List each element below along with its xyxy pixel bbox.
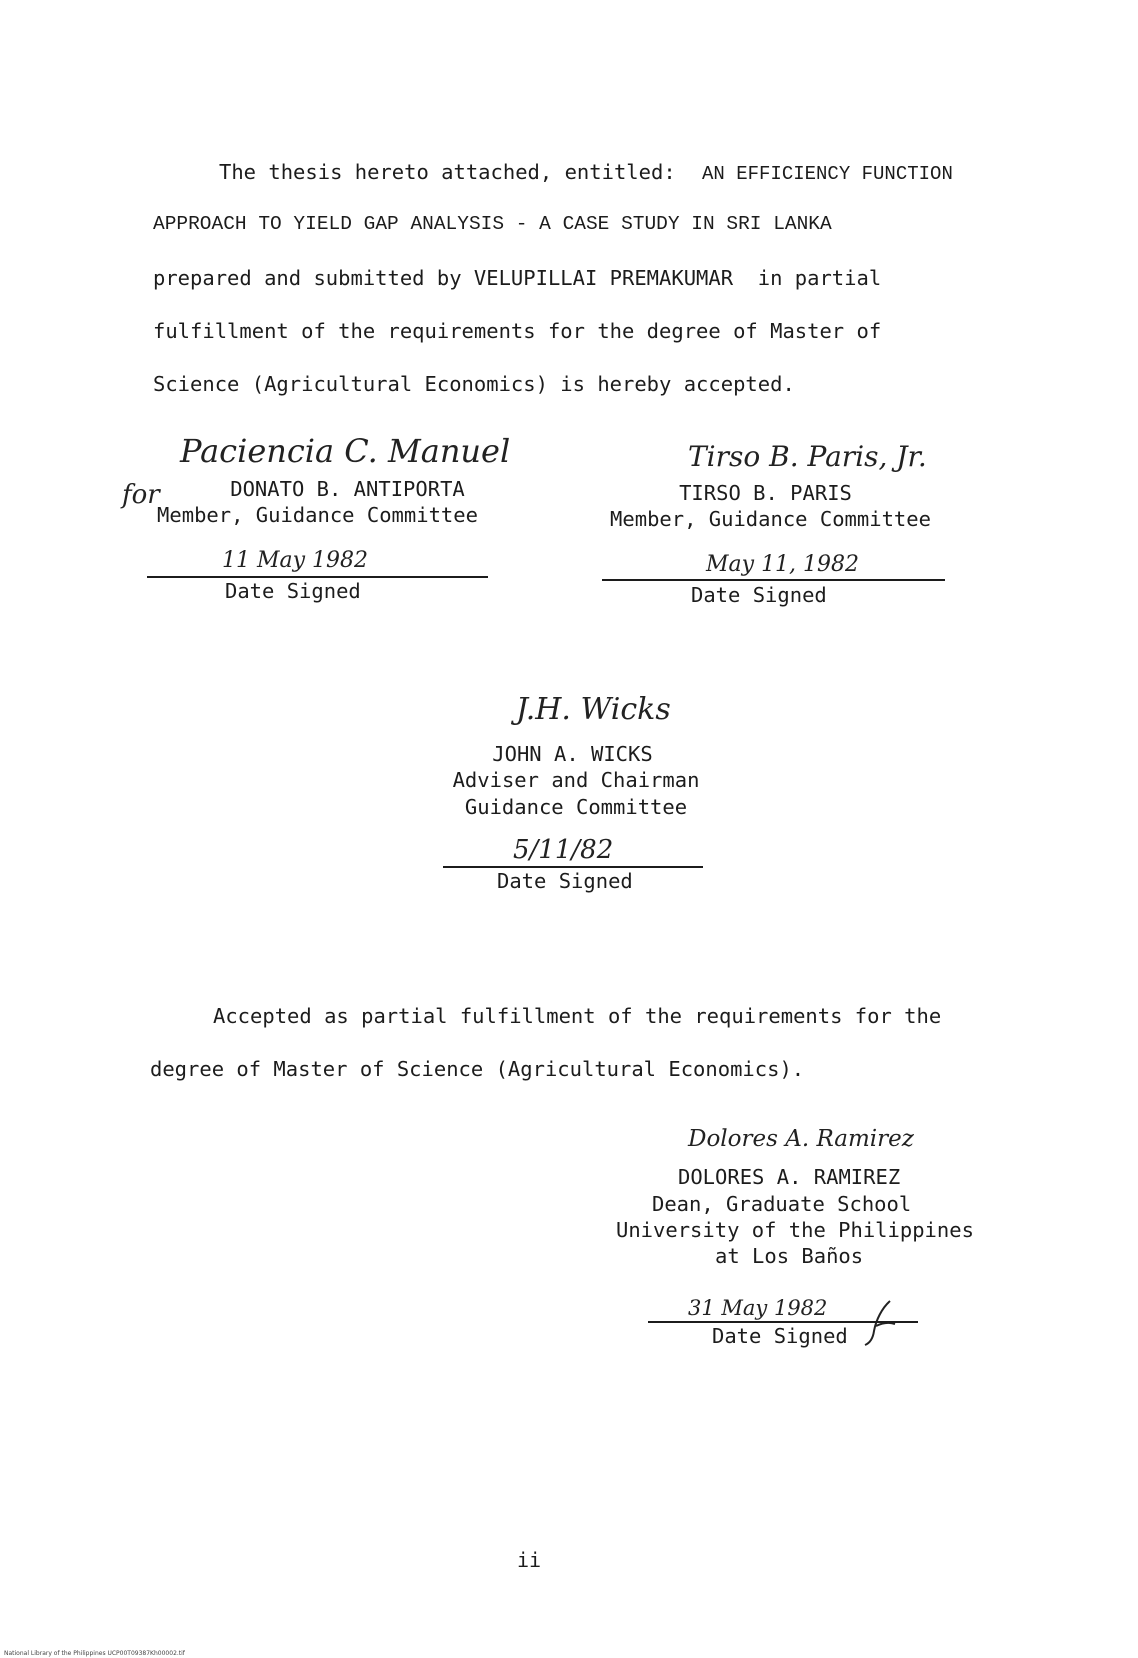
dean-initial-scribble <box>862 1298 898 1348</box>
archive-footer-note: National Library of the Philippines UCP00T09387Kh00002.tif <box>4 1650 185 1657</box>
dean-date-rule <box>648 1321 918 1323</box>
member-left-date-value: 11 May 1982 <box>222 548 369 573</box>
member-left-date-label: Date Signed <box>225 579 361 603</box>
member-right-date-rule <box>602 579 945 581</box>
dean-initial-mark <box>862 1298 898 1356</box>
approval-line-1 <box>219 160 953 185</box>
acceptance-line-1: Accepted as partial fulfillment of the requirements for the <box>213 1004 942 1028</box>
adviser-date-value: 5/11/82 <box>513 835 614 865</box>
adviser-name: JOHN A. WICKS <box>492 742 653 766</box>
dean-role-line-1: Dean, Graduate School <box>652 1192 912 1216</box>
member-right-signature: Tirso B. Paris, Jr. <box>688 440 927 473</box>
member-left-for-mark: for <box>122 480 160 510</box>
dean-name: DOLORES A. RAMIREZ <box>678 1165 901 1189</box>
approval-line-5: Science (Agricultural Economics) is hereby accepted. <box>153 372 795 396</box>
page-number: ii <box>517 1548 542 1572</box>
dean-role-line-2: University of the Philippines <box>616 1218 974 1242</box>
member-left-signature: Paciencia C. Manuel <box>180 432 511 470</box>
member-right-name: TIRSO B. PARIS <box>679 481 852 505</box>
approval-line-2: APPROACH TO YIELD GAP ANALYSIS - A CASE STUDY IN SRI LANKA <box>153 213 832 235</box>
thesis-title-part-1: AN EFFICIENCY FUNCTION <box>702 163 953 185</box>
adviser-date-label: Date Signed <box>497 869 633 893</box>
approval-line-4: fulfillment of the requirements for the degree of Master of <box>153 319 882 343</box>
member-right-date-label: Date Signed <box>691 583 827 607</box>
member-left-name: DONATO B. ANTIPORTA <box>230 477 465 501</box>
member-right-date-value: May 11, 1982 <box>706 552 860 577</box>
dean-date-value: 31 May 1982 <box>688 1296 828 1320</box>
adviser-signature: J.H. Wicks <box>516 692 671 727</box>
adviser-role-line-1: Adviser and Chairman <box>452 768 700 792</box>
dean-date-label: Date Signed <box>712 1324 848 1348</box>
member-left-role: Member, Guidance Committee <box>157 503 478 527</box>
member-right-role: Member, Guidance Committee <box>610 507 931 531</box>
dean-signature: Dolores A. Ramirez <box>688 1126 914 1152</box>
adviser-role-line-2: Guidance Committee <box>464 795 688 819</box>
approval-line-3: prepared and submitted by VELUPILLAI PREMAKUMAR in partial <box>153 266 882 290</box>
member-left-date-rule <box>147 576 488 578</box>
approval-line-1-prefix: The thesis hereto attached, entitled: <box>219 160 676 184</box>
acceptance-line-2: degree of Master of Science (Agricultural Economics). <box>150 1057 805 1081</box>
adviser-date-rule <box>443 866 703 868</box>
dean-role-line-3: at Los Baños <box>715 1244 864 1268</box>
